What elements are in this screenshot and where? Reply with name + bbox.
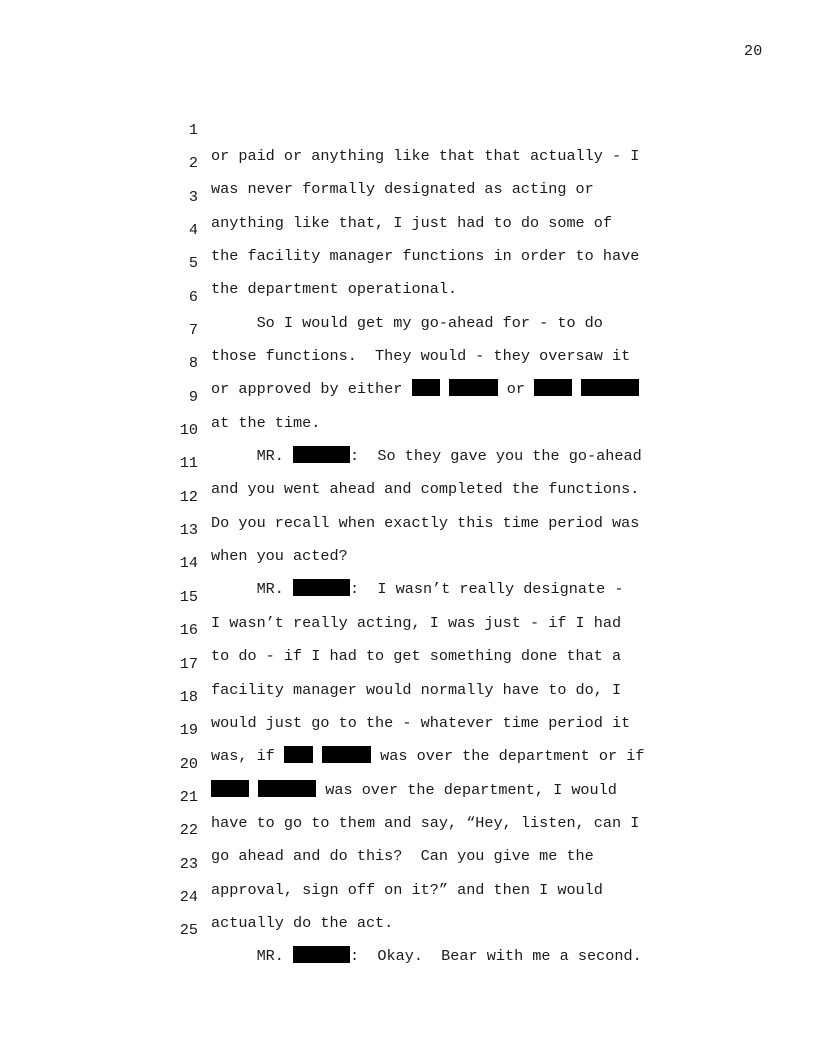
- line-text: [211, 943, 642, 969]
- line-text: So I would get my go-ahead for - to do: [211, 313, 603, 332]
- line-number: 9: [188, 387, 198, 406]
- line-number: 1: [188, 121, 198, 139]
- line-text: or paid or anything like that that actually - I: [211, 147, 640, 165]
- transcript-line: [0, 891, 816, 966]
- line-text: at the time.: [211, 413, 321, 432]
- line-number: 4: [188, 221, 198, 240]
- text-segment: : I wasn’t really designate -: [350, 580, 624, 599]
- line-number: 22: [179, 821, 198, 840]
- text-segment: was over the department or if: [371, 747, 645, 766]
- line-number: 15: [179, 587, 198, 606]
- text-segment: MR.: [211, 447, 294, 466]
- page-number: 20: [744, 43, 763, 60]
- line-text: would just go to the - whatever time period it: [211, 713, 631, 732]
- text-segment: MR.: [211, 580, 294, 599]
- line-number: 10: [179, 421, 198, 440]
- line-number: 16: [179, 621, 198, 640]
- line-number: 2: [188, 154, 198, 173]
- text-segment: or approved by either: [211, 380, 412, 399]
- transcript-line: [0, 91, 816, 165]
- line-text: go ahead and do this? Can you give me the: [211, 847, 594, 866]
- line-number: 5: [188, 254, 198, 273]
- line-text: to do - if I had to get something done that a: [211, 647, 622, 666]
- line-number: 23: [179, 854, 198, 873]
- line-number: 12: [179, 487, 198, 506]
- line-text: Do you recall when exactly this time period was: [211, 513, 640, 532]
- line-text: actually do the act.: [211, 913, 394, 932]
- transcript-line: [0, 158, 816, 232]
- text-segment: : So they gave you the go-ahead: [350, 447, 642, 466]
- line-number: 14: [179, 554, 198, 573]
- text-segment: MR.: [211, 947, 294, 966]
- redaction-block: [293, 946, 350, 963]
- line-number: 17: [179, 654, 198, 673]
- line-number: 19: [179, 721, 198, 740]
- line-number: 7: [188, 321, 198, 340]
- line-text: I wasn’t really acting, I was just - if I had: [211, 613, 622, 632]
- transcript-line: [0, 291, 816, 366]
- text-segment: or: [497, 380, 535, 399]
- line-text: was never formally designated as acting or: [211, 180, 594, 199]
- line-text: anything like that, I just had to do some of: [211, 213, 613, 232]
- line-text: and you went ahead and completed the functions.: [211, 480, 640, 499]
- line-text: facility manager would normally have to do, I: [211, 680, 622, 699]
- text-segment: was over the department, I would: [316, 780, 617, 799]
- text-segment: was, if: [211, 747, 284, 766]
- line-number: 18: [179, 687, 198, 706]
- line-text: those functions. They would - they oversaw it: [211, 347, 631, 366]
- transcript-line: [0, 191, 816, 266]
- line-number: 11: [179, 454, 198, 473]
- line-text: when you acted?: [211, 547, 348, 566]
- line-number: 24: [179, 887, 198, 906]
- transcript-line: [0, 124, 816, 199]
- transcript-body: [0, 91, 816, 966]
- line-text: have to go to them and say, “Hey, listen, can I: [211, 813, 640, 832]
- line-text: approval, sign off on it?” and then I would: [211, 880, 603, 899]
- line-number: 25: [179, 921, 198, 940]
- line-number: 8: [188, 354, 198, 373]
- text-segment: : Okay. Bear with me a second.: [350, 947, 642, 966]
- line-text: the department operational.: [211, 280, 458, 299]
- line-text: the facility manager functions in order to have: [211, 247, 640, 266]
- line-number: 3: [188, 187, 198, 206]
- line-number: 20: [179, 754, 198, 773]
- transcript-line: [0, 224, 816, 299]
- line-number: 6: [188, 287, 198, 306]
- line-number: 13: [179, 521, 198, 540]
- line-number: 21: [179, 787, 198, 806]
- transcript-line: [0, 258, 816, 332]
- transcript-line: [0, 324, 816, 399]
